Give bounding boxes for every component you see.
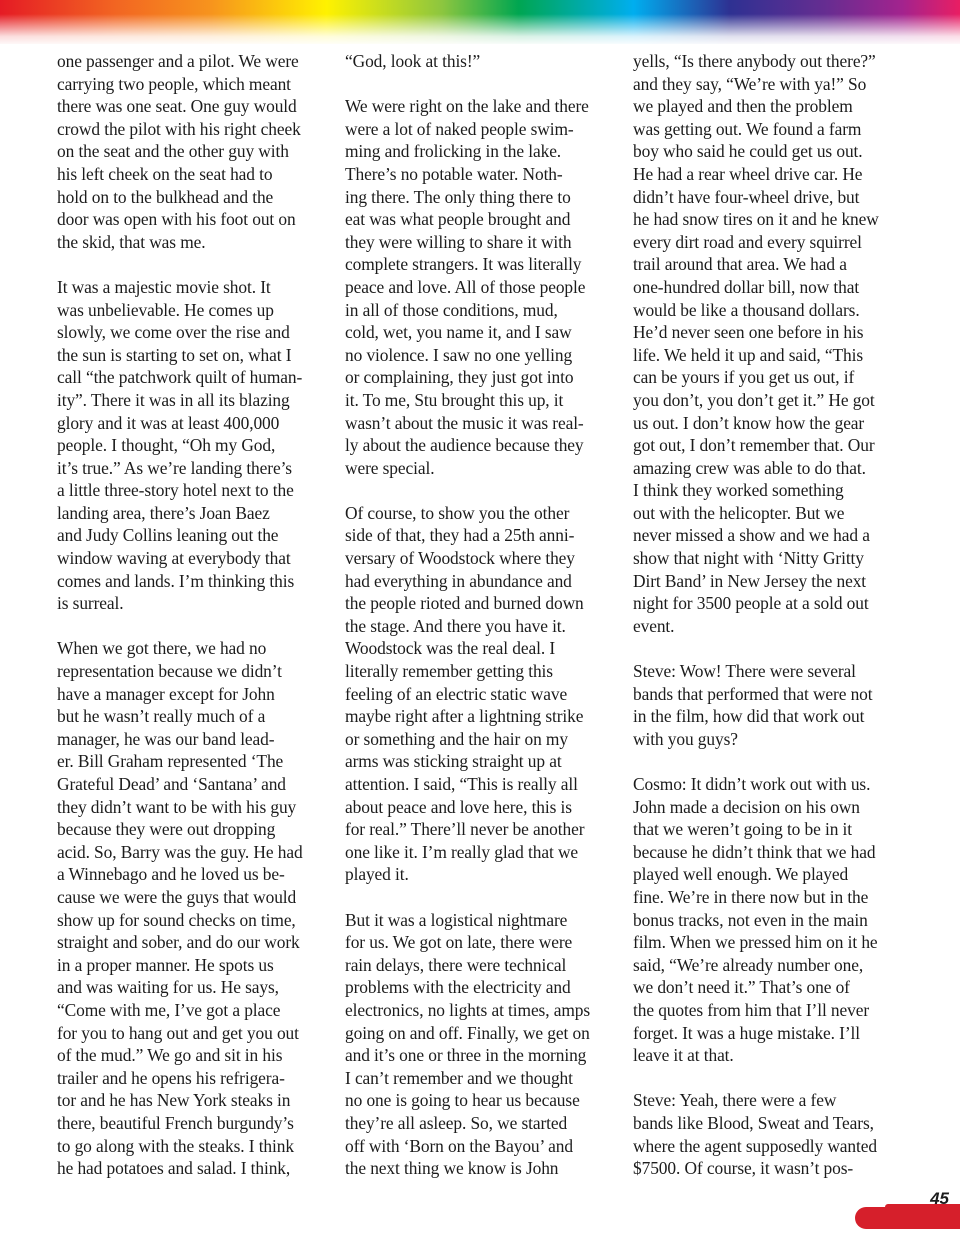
- paragraph: Cosmo: It didn’t work out with us. John made a decision on his own that we weren’t going to be in it because he didn’t think that we had played well enough. We played fine. We’re in there now but in the bonus tracks, not even in the main film. When we pressed him on it he said, “We’re already number one, we don’t need it.” That’s one of the quotes from him that I’ll never forget. It was a huge mistake. I’ll leave it at that.: [633, 774, 878, 1066]
- text-column-1: [57, 50, 339, 1180]
- rainbow-header-fade: [0, 14, 960, 46]
- paragraph: When we got there, we had no representation because we didn’t have a manager except for John but he wasn’t really much of a manager, he was our band lead- er. Bill Graham represented ‘The Grateful Dead’ and ‘Santana’ and they didn’t want to be with his guy because they were out dropping acid. So, Barry was the guy. He had a Winnebago and he loved us be- cause we were the guys that would show up for sound checks on time, straight and sober, and do our work in a proper manner. He spots us and was waiting for us. He says, “Come with me, I’ve got a place for you to hang out and get you out of the mud.” We go and sit in his trailer and he opens his refrigera- tor and he has New York steaks in there, beautiful French burgundy’s to go along with the steaks. I think he had potatoes and salad. I think,: [57, 638, 303, 1179]
- paragraph: Steve: Wow! There were several bands that performed that were not in the film, how did that work out with you guys?: [633, 661, 873, 749]
- paragraph: But it was a logistical nightmare for us. We got on late, there were rain delays, there were technical problems with the electricity and electronics, no lights at times, amps going on and off. Finally, we get on and it’s one or three in the morning I can’t remember and we thought no one is going to hear us because they’re all asleep. So, we started off with ‘Born on the Bayou’ and the next thing we know is John: [345, 909, 591, 1179]
- paragraph: It was a majestic movie shot. It was unbelievable. He comes up slowly, we come over the rise and the sun is starting to set on, what I call “the patchwork quilt of human- ity”. There it was in all its blazing glory and it was at least 400,000 people. I thought, “Oh my God, it’s true.” As we’re landing there’s a little three-story hotel next to the landing area, there’s Joan Baez and Judy Collins leaning out the window waving at everybody that comes and lands. I’m thinking this is surreal.: [57, 276, 303, 614]
- paragraph: We were right on the lake and there were a lot of naked people swim- ming and frolicking in the lake. There’s no potable water. Noth- ing there. The only thing there to eat was what people brought and they were willing to share it with complete strangers. It was literally peace and love. All of those people in all of those conditions, mud, cold, wet, you name it, and I saw no violence. I saw no one yelling or complaining, they just got into it. To me, Stu brought this up, it wasn’t about the music it was real- ly about the audience because they were special.: [345, 96, 589, 478]
- paragraph: Of course, to show you the other side of that, they had a 25th anni- versary of Woodstock where they had everything in abundance and the people rioted and burned down the stage. And there you have it. Woodstock was the real deal. I literally remember getting this feeling of an electric static wave maybe right after a lightning strike or something and the hair on my arms was sticking straight up at attention. I said, “This is really all about peace and love here, this is for real.” There’ll never be another one like it. I’m really glad that we played it.: [345, 502, 585, 885]
- text-column-3: [633, 50, 915, 1180]
- paragraph: Steve: Yeah, there were a few bands like Blood, Sweat and Tears, where the agent supposedly wanted $7500. Of course, it wasn’t pos-: [633, 1090, 877, 1179]
- paragraph: “God, look at this!”: [345, 51, 481, 71]
- red-brush-stroke: [855, 1207, 960, 1229]
- page-number: 45: [930, 1189, 949, 1208]
- text-column-2: [345, 50, 627, 1180]
- paragraph: yells, “Is there anybody out there?” and they say, “We’re with ya!” So we played and then the problem was getting out. We found a farm boy who said he could get us out. He had a rear wheel drive car. He didn’t have four-wheel drive, but he had snow tires on it and he knew every dirt road and every squirrel trail around that area. We had a one-hundred dollar bill, now that would be like a thousand dollars. He’d never seen one before in his life. We held it up and said, “This can be yours if you get us out, if you don’t, you don’t get it.” He got us out. I don’t know how the gear got out, I don’t remember that. Our amazing crew was able to do that. I think they worked something out with the helicopter. But we never missed a show and we had a show that night with ‘Nitty Gritty Dirt Band’ in New Jersey the next night for 3500 people at a sold out event.: [633, 51, 879, 636]
- paragraph: one passenger and a pilot. We were carrying two people, which meant there was one seat. One guy would crowd the pilot with his right cheek on the seat and the other guy with his left cheek on the seat had to hold on to the bulkhead and the door was open with his foot out on the skid, that was me.: [57, 51, 301, 252]
